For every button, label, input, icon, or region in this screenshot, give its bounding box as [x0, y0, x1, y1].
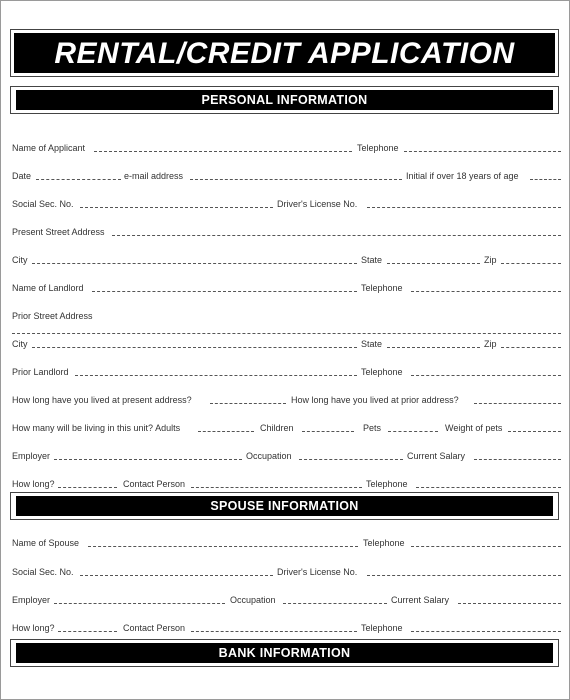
label-prior-landlord-telephone: Telephone	[361, 367, 403, 377]
label-telephone: Telephone	[357, 143, 399, 153]
row-name-of-landlord	[12, 281, 562, 295]
row-spouse-employer	[12, 593, 562, 607]
row-prior-address-line	[12, 323, 562, 337]
field-contact-telephone[interactable]	[416, 487, 561, 488]
label-spouse-employer: Employer	[12, 595, 51, 605]
field-spouse-social-sec-no[interactable]	[80, 575, 273, 576]
title-box	[10, 29, 559, 77]
label-city: City	[12, 255, 28, 265]
label-spouse-how-long: How long?	[12, 623, 55, 633]
field-pets[interactable]	[388, 431, 438, 432]
field-spouse-drivers-license-no[interactable]	[367, 575, 561, 576]
label-pets: Pets	[363, 423, 382, 433]
label-spouse-drivers-license-no: Driver's License No.	[277, 567, 358, 577]
field-prior-landlord-telephone[interactable]	[411, 375, 561, 376]
field-spouse-occupation[interactable]	[283, 603, 387, 604]
field-prior-street-address[interactable]	[12, 333, 561, 334]
spouse-section-title: SPOUSE INFORMATION	[16, 496, 553, 516]
row-prior-street-address	[12, 309, 562, 323]
field-zip[interactable]	[501, 263, 561, 264]
field-spouse-telephone[interactable]	[411, 546, 561, 547]
field-name-of-applicant[interactable]	[94, 151, 352, 152]
row-employer	[12, 449, 562, 463]
field-occupation[interactable]	[299, 459, 403, 460]
label-contact-telephone: Telephone	[366, 479, 408, 489]
personal-section-title: PERSONAL INFORMATION	[16, 90, 553, 110]
row-prior-city	[12, 337, 562, 351]
field-drivers-license-no[interactable]	[367, 207, 561, 208]
field-children[interactable]	[302, 431, 354, 432]
label-contact-person: Contact Person	[123, 479, 186, 489]
field-prior-state[interactable]	[387, 347, 480, 348]
field-initial[interactable]	[530, 179, 561, 180]
row-name-of-spouse	[12, 536, 562, 550]
row-spouse-social-sec	[12, 565, 562, 579]
field-email-address[interactable]	[190, 179, 402, 180]
row-occupants	[12, 421, 562, 435]
field-spouse-contact-person[interactable]	[191, 631, 357, 632]
label-employer: Employer	[12, 451, 51, 461]
field-spouse-current-salary[interactable]	[458, 603, 561, 604]
field-social-sec-no[interactable]	[80, 207, 273, 208]
label-spouse-contact-person: Contact Person	[123, 623, 186, 633]
label-name-of-spouse: Name of Spouse	[12, 538, 80, 548]
label-spouse-telephone: Telephone	[363, 538, 405, 548]
label-how-long: How long?	[12, 479, 55, 489]
bank-section-title: BANK INFORMATION	[16, 643, 553, 663]
bank-section-header	[10, 639, 559, 667]
field-spouse-employer[interactable]	[54, 603, 225, 604]
field-prior-landlord[interactable]	[75, 375, 357, 376]
field-name-of-spouse[interactable]	[88, 546, 358, 547]
label-current-salary: Current Salary	[407, 451, 466, 461]
row-city	[12, 253, 562, 267]
field-spouse-how-long[interactable]	[58, 631, 117, 632]
field-landlord-telephone[interactable]	[411, 291, 561, 292]
label-landlord-telephone: Telephone	[361, 283, 403, 293]
label-name-of-applicant: Name of Applicant	[12, 143, 86, 153]
label-initial-if-over-18: Initial if over 18 years of age	[406, 171, 519, 181]
field-city[interactable]	[32, 263, 357, 264]
row-social-sec	[12, 197, 562, 211]
label-present-street-address: Present Street Address	[12, 227, 105, 237]
row-how-long-employed	[12, 477, 562, 491]
spouse-section-header	[10, 492, 559, 520]
field-date[interactable]	[36, 179, 121, 180]
label-prior-landlord: Prior Landlord	[12, 367, 69, 377]
field-state[interactable]	[387, 263, 480, 264]
field-current-salary[interactable]	[474, 459, 561, 460]
label-how-long-present: How long have you lived at present address?	[12, 395, 192, 405]
row-how-long-lived	[12, 393, 562, 407]
row-name-of-applicant	[12, 141, 562, 155]
field-employer[interactable]	[54, 459, 242, 460]
form-title: RENTAL/CREDIT APPLICATION	[14, 33, 555, 73]
field-how-long[interactable]	[58, 487, 117, 488]
label-children: Children	[260, 423, 294, 433]
label-spouse-contact-telephone: Telephone	[361, 623, 403, 633]
row-prior-landlord	[12, 365, 562, 379]
label-prior-city: City	[12, 339, 28, 349]
field-contact-person[interactable]	[191, 487, 362, 488]
field-present-street-address[interactable]	[112, 235, 561, 236]
field-prior-city[interactable]	[32, 347, 357, 348]
personal-section-header	[10, 86, 559, 114]
row-date	[12, 169, 562, 183]
label-how-many-adults: How many will be living in this unit? Adults	[12, 423, 181, 433]
field-weight-of-pets[interactable]	[508, 431, 561, 432]
label-email-address: e-mail address	[124, 171, 184, 181]
label-drivers-license-no: Driver's License No.	[277, 199, 358, 209]
label-zip: Zip	[484, 255, 497, 265]
label-prior-street-address: Prior Street Address	[12, 311, 93, 321]
field-telephone[interactable]	[404, 151, 561, 152]
label-occupation: Occupation	[246, 451, 292, 461]
label-social-sec-no: Social Sec. No.	[12, 199, 74, 209]
label-state: State	[361, 255, 383, 265]
field-prior-zip[interactable]	[501, 347, 561, 348]
field-how-long-prior[interactable]	[474, 403, 561, 404]
row-present-street-address	[12, 225, 562, 239]
label-prior-zip: Zip	[484, 339, 497, 349]
field-name-of-landlord[interactable]	[92, 291, 357, 292]
field-adults[interactable]	[198, 431, 254, 432]
label-date: Date	[12, 171, 32, 181]
field-spouse-contact-telephone[interactable]	[411, 631, 561, 632]
row-spouse-how-long	[12, 621, 562, 635]
label-name-of-landlord: Name of Landlord	[12, 283, 84, 293]
label-prior-state: State	[361, 339, 383, 349]
label-weight-of-pets: Weight of pets	[445, 423, 503, 433]
label-spouse-occupation: Occupation	[230, 595, 276, 605]
label-spouse-current-salary: Current Salary	[391, 595, 450, 605]
label-spouse-social-sec-no: Social Sec. No.	[12, 567, 74, 577]
label-how-long-prior: How long have you lived at prior address?	[291, 395, 459, 405]
field-how-long-present[interactable]	[210, 403, 286, 404]
